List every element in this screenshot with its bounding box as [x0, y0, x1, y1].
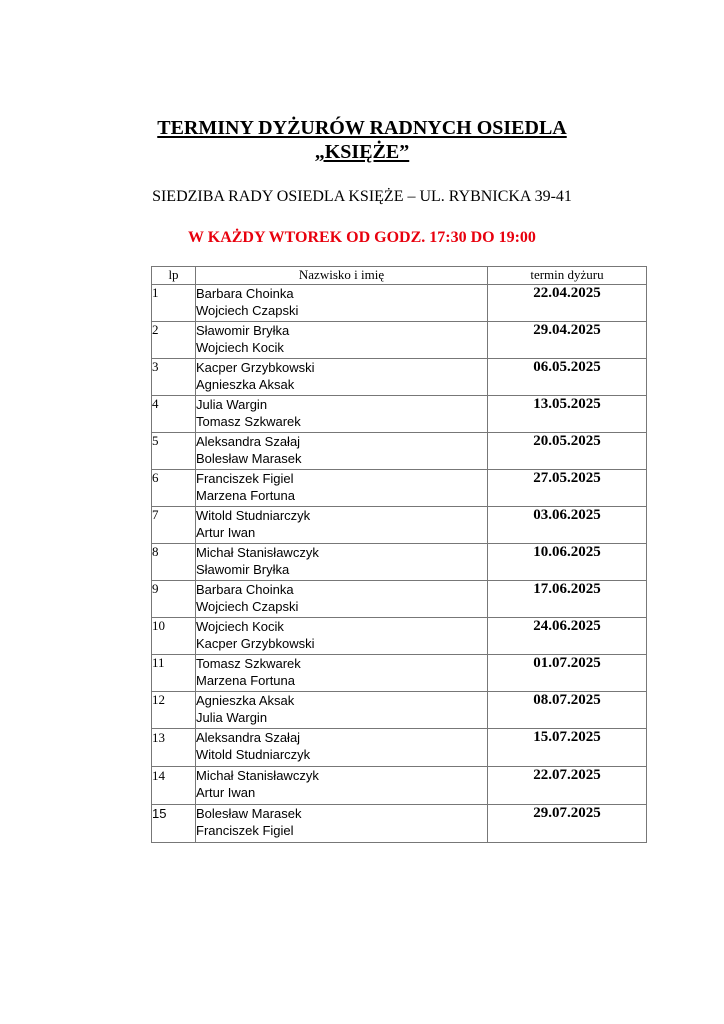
councillors-cell [196, 544, 488, 581]
duty-date: 22.07.2025 [488, 767, 647, 805]
table-row [152, 692, 647, 729]
councillors-cell [196, 433, 488, 470]
row-number: 2 [152, 322, 196, 359]
duty-schedule-table [151, 266, 647, 843]
councillors-cell [196, 322, 488, 359]
table-row [152, 285, 647, 322]
councillor-name: Artur Iwan [196, 525, 256, 540]
councillor-name: Agnieszka Aksak [196, 693, 295, 708]
duty-date: 17.06.2025 [488, 581, 647, 618]
council-seat-address: SIEDZIBA RADY OSIEDLA KSIĘŻE – UL. RYBNICKA 39-41 [152, 188, 572, 205]
councillor-name: Wojciech Kocik [196, 340, 284, 355]
councillor-name: Aleksandra Szałaj [196, 730, 301, 745]
duty-date: 29.07.2025 [488, 805, 647, 843]
row-number: 3 [152, 359, 196, 396]
duty-date: 06.05.2025 [488, 359, 647, 396]
councillors-cell [196, 692, 488, 729]
row-number: 11 [152, 655, 196, 692]
row-number: 13 [152, 729, 196, 767]
councillors-cell [196, 285, 488, 322]
councillor-name: Kacper Grzybkowski [196, 360, 315, 375]
councillors-cell [196, 470, 488, 507]
councillor-name: Barbara Choinka [196, 286, 294, 301]
duty-date: 29.04.2025 [488, 322, 647, 359]
table-row [152, 433, 647, 470]
table-row [152, 544, 647, 581]
councillors-cell [196, 507, 488, 544]
table-row [152, 396, 647, 433]
table-row [152, 322, 647, 359]
councillor-name: Witold Studniarczyk [196, 747, 311, 762]
duty-date: 20.05.2025 [488, 433, 647, 470]
councillor-name: Sławomir Bryłka [196, 323, 290, 338]
councillors-cell [196, 805, 488, 843]
councillors-cell [196, 767, 488, 805]
councillor-name: Barbara Choinka [196, 582, 294, 597]
councillor-name: Marzena Fortuna [196, 673, 295, 688]
row-number: 15 [152, 805, 196, 843]
row-number: 7 [152, 507, 196, 544]
duty-date: 15.07.2025 [488, 729, 647, 767]
councillor-name: Bolesław Marasek [196, 451, 302, 466]
row-number: 6 [152, 470, 196, 507]
councillor-name: Artur Iwan [196, 785, 256, 800]
document-title-line-2: „KSIĘŻE” [314, 141, 410, 163]
councillor-name: Sławomir Bryłka [196, 562, 290, 577]
table-row [152, 655, 647, 692]
table-header-row [152, 267, 647, 285]
table-row [152, 359, 647, 396]
duty-date: 03.06.2025 [488, 507, 647, 544]
councillors-cell [196, 618, 488, 655]
duty-date: 13.05.2025 [488, 396, 647, 433]
councillor-name: Wojciech Czapski [196, 303, 299, 318]
table-row [152, 507, 647, 544]
councillor-name: Aleksandra Szałaj [196, 434, 301, 449]
councillor-name: Wojciech Kocik [196, 619, 284, 634]
header-lp: lp [152, 267, 196, 285]
councillors-cell [196, 655, 488, 692]
row-number: 10 [152, 618, 196, 655]
councillors-cell [196, 359, 488, 396]
councillors-cell [196, 396, 488, 433]
councillor-name: Tomasz Szkwarek [196, 656, 301, 671]
table-row [152, 767, 647, 805]
row-number: 12 [152, 692, 196, 729]
table-row [152, 805, 647, 843]
header-date: termin dyżuru [488, 267, 647, 285]
councillor-name: Wojciech Czapski [196, 599, 299, 614]
councillor-name: Tomasz Szkwarek [196, 414, 301, 429]
row-number: 1 [152, 285, 196, 322]
row-number: 14 [152, 767, 196, 805]
councillor-name: Bolesław Marasek [196, 806, 302, 821]
table-row [152, 470, 647, 507]
row-number: 5 [152, 433, 196, 470]
councillor-name: Julia Wargin [196, 397, 268, 412]
table-row [152, 729, 647, 767]
councillors-cell [196, 581, 488, 618]
duty-date: 10.06.2025 [488, 544, 647, 581]
duty-date: 08.07.2025 [488, 692, 647, 729]
councillor-name: Marzena Fortuna [196, 488, 295, 503]
councillor-name: Julia Wargin [196, 710, 268, 725]
councillor-name: Michał Stanisławczyk [196, 768, 319, 783]
row-number: 9 [152, 581, 196, 618]
councillor-name: Agnieszka Aksak [196, 377, 295, 392]
councillors-cell [196, 729, 488, 767]
duty-date: 01.07.2025 [488, 655, 647, 692]
councillor-name: Michał Stanisławczyk [196, 545, 319, 560]
table-row [152, 581, 647, 618]
councillor-name: Kacper Grzybkowski [196, 636, 315, 651]
councillor-name: Witold Studniarczyk [196, 508, 311, 523]
row-number: 8 [152, 544, 196, 581]
councillor-name: Franciszek Figiel [196, 471, 294, 486]
table-row [152, 618, 647, 655]
councillor-name: Franciszek Figiel [196, 823, 294, 838]
duty-date: 24.06.2025 [488, 618, 647, 655]
schedule-hours: W KAŻDY WTOREK OD GODZ. 17:30 DO 19:00 [188, 229, 536, 246]
header-names: Nazwisko i imię [196, 267, 488, 285]
document-title-line-1: TERMINY DYŻURÓW RADNYCH OSIEDLA [157, 117, 567, 139]
duty-date: 27.05.2025 [488, 470, 647, 507]
duty-date: 22.04.2025 [488, 285, 647, 322]
row-number: 4 [152, 396, 196, 433]
